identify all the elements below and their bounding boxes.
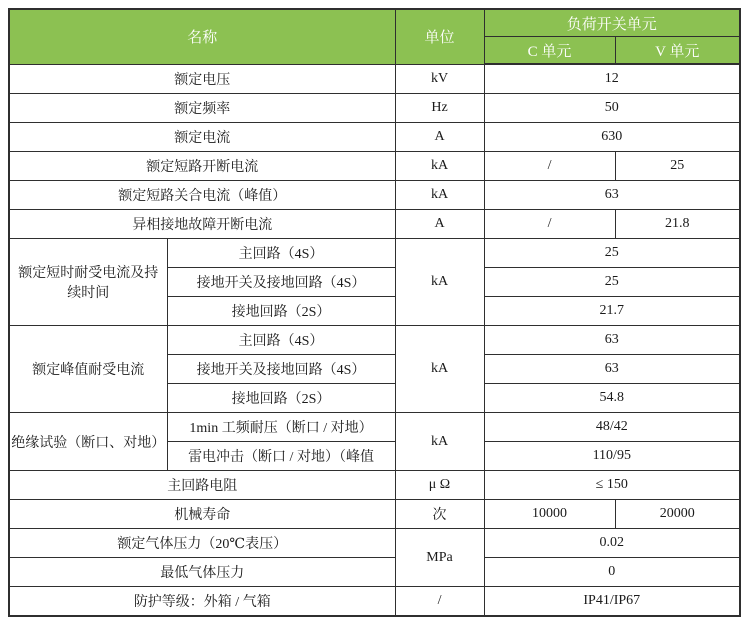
table-row — [9, 529, 740, 558]
name-cell: 额定短路开断电流 — [9, 152, 395, 181]
v-value-cell: 20000 — [615, 500, 740, 529]
value-cell: 54.8 — [484, 384, 740, 413]
v-value-cell: 21.8 — [615, 210, 740, 239]
unit-cell: kA — [395, 239, 484, 326]
table-row — [9, 587, 740, 617]
name-cell: 主回路电阻 — [9, 471, 395, 500]
name-cell: 异相接地故障开断电流 — [9, 210, 395, 239]
sub-label-cell: 接地回路（2S） — [167, 297, 395, 326]
header-c-unit: C 单元 — [484, 37, 615, 65]
unit-cell: MPa — [395, 529, 484, 587]
value-cell: IP41/IP67 — [484, 587, 740, 617]
sub-label-cell: 主回路（4S） — [167, 239, 395, 268]
table-row — [9, 94, 740, 123]
name-cell: 额定电压 — [9, 64, 395, 94]
value-cell: 48/42 — [484, 413, 740, 442]
value-cell: 63 — [484, 181, 740, 210]
value-cell: 0.02 — [484, 529, 740, 558]
value-cell: 21.7 — [484, 297, 740, 326]
value-cell: 110/95 — [484, 442, 740, 471]
unit-cell: kA — [395, 413, 484, 471]
table-row — [9, 239, 740, 268]
name-cell: 额定气体压力（20℃表压） — [9, 529, 395, 558]
value-cell: 63 — [484, 326, 740, 355]
c-value-cell: / — [484, 152, 615, 181]
header-group: 负荷开关单元 — [484, 9, 740, 37]
unit-cell: A — [395, 123, 484, 152]
sub-label-cell: 雷电冲击（断口 / 对地）（峰值 — [167, 442, 395, 471]
c-value-cell: 10000 — [484, 500, 615, 529]
group-label-cell: 绝缘试验（断口、对地） — [9, 413, 167, 471]
header-v-unit: V 单元 — [615, 37, 740, 65]
header-unit: 单位 — [395, 9, 484, 64]
group-label-cell: 额定短时耐受电流及持续时间 — [9, 239, 167, 326]
unit-cell: μ Ω — [395, 471, 484, 500]
value-cell: 50 — [484, 94, 740, 123]
value-cell: 63 — [484, 355, 740, 384]
unit-cell: kA — [395, 181, 484, 210]
value-cell: 12 — [484, 64, 740, 94]
value-cell: 25 — [484, 268, 740, 297]
unit-cell: A — [395, 210, 484, 239]
header-name: 名称 — [9, 9, 395, 64]
name-cell: 额定短路关合电流（峰值） — [9, 181, 395, 210]
table-row — [9, 326, 740, 355]
table-row — [9, 413, 740, 442]
c-value-cell: / — [484, 210, 615, 239]
group-label-cell: 额定峰值耐受电流 — [9, 326, 167, 413]
sub-label-cell: 接地开关及接地回路（4S） — [167, 355, 395, 384]
unit-cell: Hz — [395, 94, 484, 123]
header-row-1 — [9, 9, 740, 37]
sub-label-cell: 接地回路（2S） — [167, 384, 395, 413]
unit-cell: kV — [395, 64, 484, 94]
name-cell: 最低气体压力 — [9, 558, 395, 587]
name-cell: 额定电流 — [9, 123, 395, 152]
sub-label-cell: 主回路（4S） — [167, 326, 395, 355]
table-row — [9, 64, 740, 94]
value-cell: ≤ 150 — [484, 471, 740, 500]
name-cell: 防护等级：外箱 / 气箱 — [9, 587, 395, 617]
unit-cell: 次 — [395, 500, 484, 529]
table-row — [9, 558, 740, 587]
unit-cell: / — [395, 587, 484, 617]
name-cell: 机械寿命 — [9, 500, 395, 529]
table-row — [9, 152, 740, 181]
sub-label-cell: 1min 工频耐压（断口 / 对地） — [167, 413, 395, 442]
name-cell: 额定频率 — [9, 94, 395, 123]
value-cell: 630 — [484, 123, 740, 152]
table-row — [9, 471, 740, 500]
table-row — [9, 210, 740, 239]
table-row — [9, 123, 740, 152]
sub-label-cell: 接地开关及接地回路（4S） — [167, 268, 395, 297]
unit-cell: kA — [395, 326, 484, 413]
table-row — [9, 181, 740, 210]
spec-table — [8, 8, 741, 617]
table-row — [9, 500, 740, 529]
value-cell: 0 — [484, 558, 740, 587]
unit-cell: kA — [395, 152, 484, 181]
value-cell: 25 — [484, 239, 740, 268]
v-value-cell: 25 — [615, 152, 740, 181]
